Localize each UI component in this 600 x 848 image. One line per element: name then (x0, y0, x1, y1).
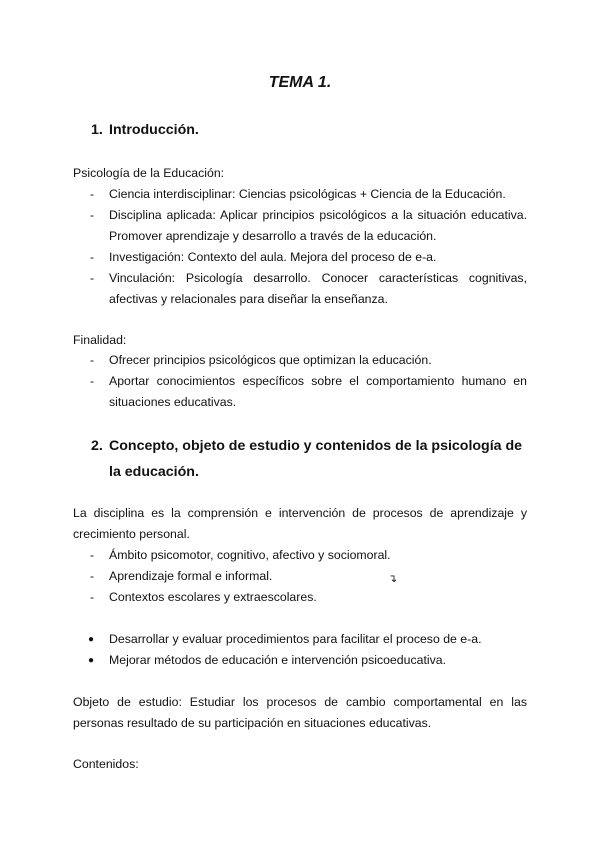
list-item: - Aportar conocimientos específicos sobre el comportamiento humano en situaciones educativas. (73, 371, 527, 413)
dash-marker: - (90, 374, 95, 388)
section-1-number: 1. (91, 122, 103, 138)
section-2-title: Concepto, objeto de estudio y contenidos de la psicología de la educación. (109, 438, 523, 480)
section-1-heading (91, 117, 529, 143)
psych-label: Psicología de la Educación: (73, 166, 225, 180)
section-2-number: 2. (91, 438, 103, 454)
list-item: - Ámbito psicomotor, cognitivo, afectivo y sociomoral. (73, 545, 527, 566)
scope-list (73, 545, 527, 608)
page-title: TEMA 1. (268, 74, 332, 91)
bullet-marker: ● (88, 655, 95, 666)
objeto-paragraph: Objeto de estudio: Estudiar los procesos de cambio comportamental en las personas resultado de su participación en situaciones educativas. (73, 695, 527, 730)
dash-marker: - (90, 569, 95, 583)
list-item: ● Desarrollar y evaluar procedimientos para facilitar el proceso de e-a. (73, 629, 527, 650)
section-2-heading (91, 433, 529, 485)
list-item: - Disciplina aplicada: Aplicar principios psicológicos a la situación educativa. Promover aprendizaje y desarrollo a través de la educación. (73, 205, 527, 247)
list-item: - Ciencia interdisciplinar: Ciencias psicológicas + Ciencia de la Educación. (73, 184, 527, 205)
dash-marker: - (90, 353, 95, 367)
section-1-title: Introducción. (109, 122, 199, 138)
list-item: - Contextos escolares y extraescolares. (73, 587, 527, 608)
list-item: - Vinculación: Psicología desarrollo. Conocer características cognitivas, afectivas y relacionales para diseñar la enseñanza. (73, 268, 527, 310)
finalidad-list (73, 350, 527, 413)
cursor-arrow-icon: ↴ (388, 573, 398, 585)
psych-list (73, 184, 527, 310)
goals-list (73, 629, 527, 671)
list-item: - Investigación: Contexto del aula. Mejora del proceso de e-a. (73, 247, 527, 268)
dash-marker: - (90, 187, 95, 201)
dash-marker: - (90, 548, 95, 562)
list-item: ● Mejorar métodos de educación e intervención psicoeducativa. (73, 650, 527, 671)
contenidos-label: Contenidos: (73, 757, 139, 771)
dash-marker: - (90, 590, 95, 604)
dash-marker: - (90, 208, 95, 222)
list-item: - Ofrecer principios psicológicos que optimizan la educación. (73, 350, 527, 371)
dash-marker: - (90, 271, 95, 285)
finalidad-label: Finalidad: (73, 333, 127, 347)
list-item: - Aprendizaje formal e informal. (73, 566, 527, 587)
dash-marker: - (90, 250, 95, 264)
bullet-marker: ● (88, 634, 95, 645)
discipline-intro: La disciplina es la comprensión e intervención de procesos de aprendizaje y crecimiento personal. (73, 506, 527, 541)
